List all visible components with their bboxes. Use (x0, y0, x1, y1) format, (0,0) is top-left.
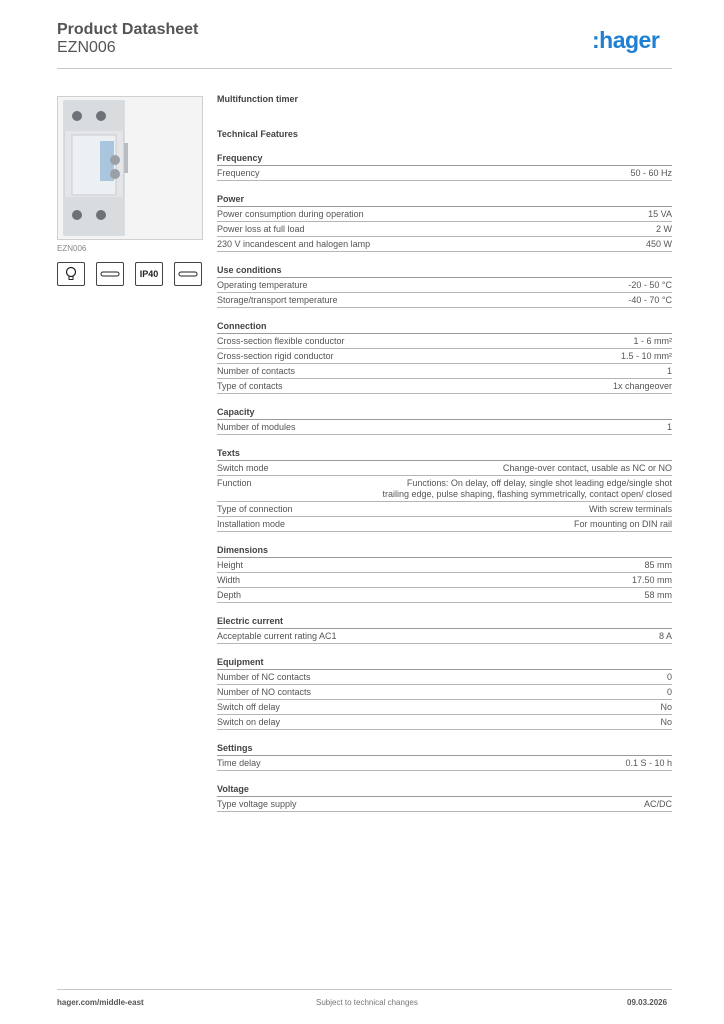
spec-label: Number of modules (217, 422, 296, 432)
spec-label: Number of contacts (217, 366, 296, 376)
spec-value: 450 W (645, 239, 672, 249)
spec-label: Storage/transport temperature (217, 295, 338, 305)
spec-value: -40 - 70 °C (628, 295, 672, 305)
spec-row (217, 379, 672, 394)
spec-label: Acceptable current rating AC1 (217, 631, 337, 641)
spec-row (217, 588, 672, 603)
spec-row (217, 222, 672, 237)
spec-section (217, 407, 672, 435)
spec-row (217, 166, 672, 181)
spec-value: 85 mm (644, 560, 672, 570)
hager-logo: :hager (592, 27, 660, 53)
ip-rating-badge: IP40 (135, 262, 163, 286)
technical-features-heading: Technical Features (217, 129, 298, 139)
spec-row (217, 334, 672, 349)
spec-value: 0.1 S - 10 h (625, 758, 672, 768)
image-caption: EZN006 (57, 244, 87, 253)
spec-value: 2 W (655, 224, 672, 234)
spec-row (217, 756, 672, 771)
section-title: Electric current (217, 616, 672, 629)
spec-row (217, 207, 672, 222)
spec-value: 1 - 6 mm² (633, 336, 672, 346)
spec-label: Switch on delay (217, 717, 281, 727)
section-title: Settings (217, 743, 672, 756)
spec-section (217, 321, 672, 394)
spec-row (217, 278, 672, 293)
spec-row (217, 558, 672, 573)
section-title: Capacity (217, 407, 672, 420)
spec-row (217, 237, 672, 252)
spec-label: Power consumption during operation (217, 209, 364, 219)
page-title: Product Datasheet (57, 21, 199, 38)
section-title: Use conditions (217, 265, 672, 278)
spec-label: 230 V incandescent and halogen lamp (217, 239, 371, 249)
spec-row (217, 797, 672, 812)
spec-row (217, 293, 672, 308)
spec-label: Width (217, 575, 241, 585)
spec-value: No (660, 702, 672, 712)
spec-label: Number of NC contacts (217, 672, 311, 682)
spec-label: Switch mode (217, 463, 269, 473)
spec-row (217, 700, 672, 715)
product-code: EZN006 (57, 39, 116, 56)
footer-divider (57, 989, 672, 990)
spec-label: Operating temperature (217, 280, 308, 290)
spec-label: Function (217, 478, 252, 488)
spec-section (217, 194, 672, 252)
spec-label: Installation mode (217, 519, 286, 529)
spec-row (217, 670, 672, 685)
footer-notice: Subject to technical changes (316, 998, 418, 1007)
spec-value: 0 (666, 672, 672, 682)
spec-row (217, 629, 672, 644)
spec-value: 1x changeover (612, 381, 672, 391)
product-type: Multifunction timer (217, 94, 298, 104)
spec-value: With screw terminals (588, 504, 672, 514)
spec-row (217, 420, 672, 435)
spec-value: 0 (666, 687, 672, 697)
footer-date: 09.03.2026 (627, 998, 668, 1007)
section-title: Power (217, 194, 672, 207)
spec-value: 58 mm (644, 590, 672, 600)
header-divider (57, 68, 672, 69)
spec-label: Time delay (217, 758, 261, 768)
spec-value: 8 A (658, 631, 672, 641)
spec-label: Type voltage supply (217, 799, 297, 809)
spec-value: 1.5 - 10 mm² (620, 351, 672, 361)
spec-section (217, 657, 672, 730)
spec-value: 1 (666, 422, 672, 432)
section-title: Connection (217, 321, 672, 334)
lamp-icon (57, 262, 85, 286)
spec-value: No (660, 717, 672, 727)
logo-text: hager (599, 27, 660, 53)
section-title: Frequency (217, 153, 672, 166)
spec-section (217, 153, 672, 181)
spec-value: AC/DC (643, 799, 672, 809)
spec-section (217, 616, 672, 644)
spec-row (217, 685, 672, 700)
spec-label: Type of contacts (217, 381, 283, 391)
spec-value: -20 - 50 °C (628, 280, 672, 290)
spec-row (217, 461, 672, 476)
spec-label: Power loss at full load (217, 224, 305, 234)
spec-label: Type of connection (217, 504, 293, 514)
section-title: Texts (217, 448, 672, 461)
spec-row (217, 573, 672, 588)
spec-row (217, 502, 672, 517)
section-title: Voltage (217, 784, 672, 797)
spec-row (217, 476, 672, 502)
spec-value: 15 VA (648, 209, 672, 219)
spec-value: Functions: On delay, off delay, single shot leading edge/single shot trailing edge, pulse shaping, flashing symmetrically, contact open/ closed (382, 478, 672, 499)
footer-website: hager.com/middle-east (57, 998, 144, 1007)
spec-value: For mounting on DIN rail (573, 519, 672, 529)
spec-section (217, 545, 672, 603)
spec-label: Height (217, 560, 244, 570)
spec-label: Depth (217, 590, 242, 600)
spec-section (217, 448, 672, 532)
spec-label: Number of NO contacts (217, 687, 312, 697)
spec-value: Change-over contact, usable as NC or NO (502, 463, 672, 473)
spec-section (217, 265, 672, 308)
din-rail-icon (174, 262, 202, 286)
spec-value: 17.50 mm (631, 575, 672, 585)
spec-section (217, 784, 672, 812)
spec-sections (217, 153, 672, 812)
feature-icons (57, 262, 202, 286)
spec-section (217, 743, 672, 771)
spec-label: Cross-section flexible conductor (217, 336, 345, 346)
section-title: Dimensions (217, 545, 672, 558)
spec-value: 50 - 60 Hz (630, 168, 672, 178)
product-image (57, 96, 203, 240)
spec-label: Switch off delay (217, 702, 280, 712)
technical-content (217, 94, 672, 812)
spec-row (217, 349, 672, 364)
section-title: Equipment (217, 657, 672, 670)
spec-label: Cross-section rigid conductor (217, 351, 334, 361)
spec-row (217, 715, 672, 730)
spec-label: Frequency (217, 168, 260, 178)
spec-value: 1 (666, 366, 672, 376)
rail-icon (96, 262, 124, 286)
spec-row (217, 517, 672, 532)
spec-row (217, 364, 672, 379)
